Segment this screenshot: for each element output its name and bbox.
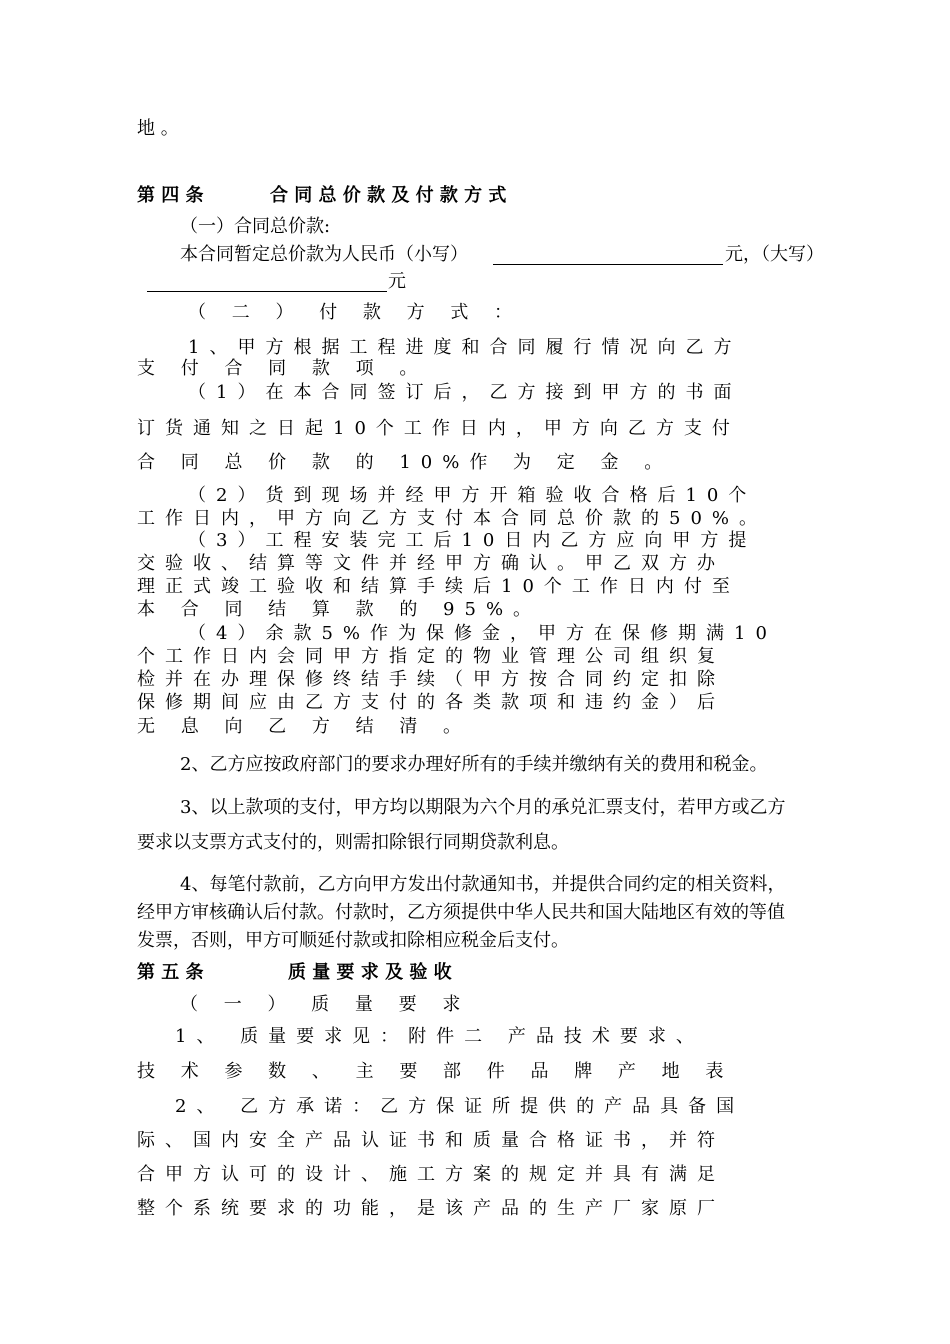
subsection-heading: （ 二 ） 付 款 方 式 ： <box>188 302 523 323</box>
text-line: 地 。 <box>137 118 179 139</box>
text-line: 2、乙方应按政府部门的要求办理好所有的手续并缴纳有关的费用和税金。 <box>180 754 768 775</box>
text-line: 保修期间应由乙方支付的各类款项和违约金）后 <box>137 692 725 713</box>
text-line: （1）在本合同签订后，乙方接到甲方的书面 <box>188 382 742 403</box>
text-line: 1、甲方根据工程进度和合同履行情况向乙方 <box>188 337 742 358</box>
text-line: （3）工程安装完工后10日内乙方应向甲方提 <box>188 530 757 551</box>
text-line: 本 合 同 结 算 款 的 95%。 <box>137 599 542 620</box>
text-line: 本合同暂定总价款为人民币（小写） <box>180 244 468 265</box>
section-title: 质 量 要 求 及 验 收 <box>288 962 452 983</box>
text-line: 发票，否则，甲方可顺延付款或扣除相应税金后支付。 <box>137 930 569 951</box>
text-line: 支 付 合 同 款 项 。 <box>137 358 428 379</box>
subsection-heading: （一）合同总价款: <box>180 216 331 237</box>
section-title: 合 同 总 价 款 及 付 款 方 式 <box>270 185 507 206</box>
text-line: 个工作日内会同甲方指定的物业管理公司组织复 <box>137 646 725 667</box>
text-line: 理正式竣工验收和结算手续后10个工作日内付至 <box>137 576 740 597</box>
text-line: 检并在办理保修终结手续（甲方按合同约定扣除 <box>137 669 725 690</box>
text-line: 经甲方审核确认后付款。付款时，乙方须提供中华人民共和国大陆地区有效的等值 <box>137 902 785 923</box>
text-line: （4）余款5%作为保修金，甲方在保修期满10 <box>188 623 777 644</box>
text-line: 技 术 参 数 、 主 要 部 件 品 牌 产 地 表 <box>137 1061 734 1082</box>
section-number: 第 五 条 <box>137 962 204 983</box>
amount-words-blank <box>147 273 387 292</box>
text-line: 元 <box>388 271 406 292</box>
text-line: 4、每笔付款前，乙方向甲方发出付款通知书，并提供合同约定的相关资料， <box>180 874 786 895</box>
text-line: 要求以支票方式支付的，则需扣除银行同期贷款利息。 <box>137 832 569 853</box>
section-number: 第 四 条 <box>137 185 204 206</box>
text-line: 元，（大写） <box>725 244 824 265</box>
text-line: 订货通知之日起10个工作日内，甲方向乙方支付 <box>137 418 740 439</box>
text-line: 2、 乙方承诺：乙方保证所提供的产品具备国 <box>175 1096 745 1117</box>
text-line: 无 息 向 乙 方 结 清 。 <box>137 716 472 737</box>
subsection-heading: （ 一 ） 质 量 要 求 <box>180 994 471 1015</box>
text-line: 合 同 总 价 款 的 10%作 为 定 金 。 <box>137 452 673 473</box>
text-line: 3、以上款项的支付，甲方均以期限为六个月的承兑汇票支付，若甲方或乙方 <box>180 797 786 818</box>
text-line: 工作日内，甲方向乙方支付本合同总价款的50%。 <box>137 508 768 529</box>
amount-figure-blank <box>493 246 723 265</box>
text-line: 1、 质量要求见：附件二 产品技术要求、 <box>175 1026 704 1047</box>
text-line: （2）货到现场并经甲方开箱验收合格后10个 <box>188 485 757 506</box>
text-line: 交验收、结算等文件并经甲方确认。甲乙双方办 <box>137 553 725 574</box>
text-line: 整个系统要求的功能，是该产品的生产厂家原厂 <box>137 1198 725 1219</box>
text-line: 合甲方认可的设计、施工方案的规定并具有满足 <box>137 1164 725 1185</box>
text-line: 际、国内安全产品认证书和质量合格证书，并符 <box>137 1130 725 1151</box>
